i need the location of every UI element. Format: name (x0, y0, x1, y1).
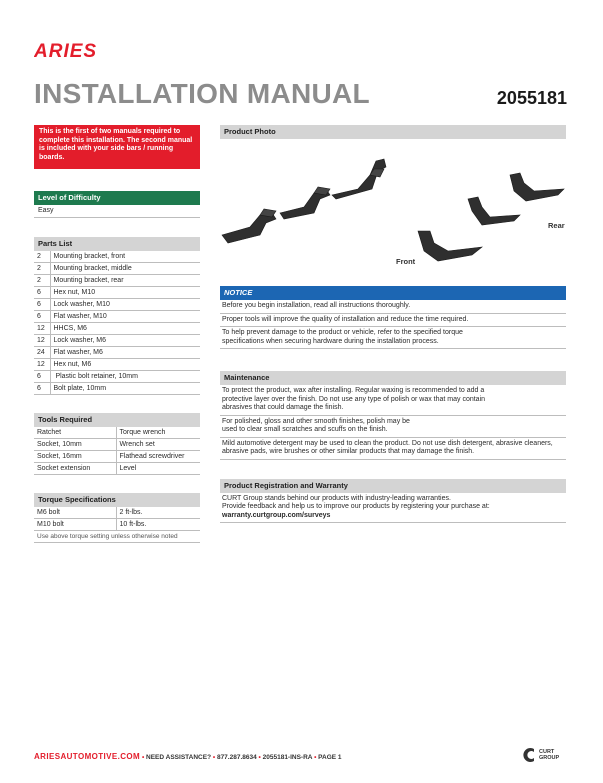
product-photo (220, 139, 566, 279)
table-row (34, 263, 200, 275)
maintenance-line: Mild automotive detergent may be used to clean the product. Do not use dish detergent, abrasive cleaners, abrasive pads, wire brushes or other similar products that may damage the finish. (220, 438, 566, 460)
footer-assist: NEED ASSISTANCE? (146, 754, 212, 761)
notice-line: Proper tools will improve the quality of installation and reduce the time required. (220, 314, 566, 328)
front-label: Front (396, 257, 416, 266)
registration-line: Provide feedback and help us to improve our products by registering your purchase at: (222, 503, 490, 510)
tool-item: Torque wrench (116, 427, 200, 439)
parts-item: Lock washer, M10 (50, 299, 200, 311)
registration-line: CURT Group stands behind our products with industry-leading warranties. (222, 494, 451, 502)
two-manuals-notice: This is the first of two manuals required to complete this installation. The second manual is included with your side bars / running boards. (34, 125, 200, 169)
parts-qty: 6 (34, 383, 50, 395)
parts-item: HHCS, M6 (50, 323, 200, 335)
tool-item: Socket extension (34, 463, 116, 475)
parts-item: Mounting bracket, middle (50, 263, 200, 275)
table-row (34, 359, 200, 371)
footer-page: PAGE 1 (318, 754, 342, 761)
footer-phone: 877.287.8634 (216, 754, 257, 761)
parts-item: Lock washer, M6 (50, 335, 200, 347)
svg-text:ARIES: ARIES (34, 42, 98, 60)
parts-qty: 12 (34, 359, 50, 371)
curt-logo-line1: CURT (539, 749, 555, 755)
table-row (34, 335, 200, 347)
parts-qty: 2 (34, 275, 50, 287)
curt-logo-line2: GROUP (539, 755, 560, 761)
registration-heading: Product Registration and Warranty (220, 479, 566, 493)
torque-bolt: M6 bolt (34, 507, 116, 519)
tool-item: Wrench set (116, 439, 200, 451)
table-row (34, 519, 200, 531)
parts-item: Mounting bracket, rear (50, 275, 200, 287)
parts-qty: 2 (34, 263, 50, 275)
maintenance-heading: Maintenance (220, 371, 566, 385)
curt-group-wordmark (539, 749, 559, 761)
table-row (34, 439, 200, 451)
parts-item: Flat washer, M6 (50, 347, 200, 359)
parts-qty: 6 (34, 287, 50, 299)
parts-item: Mounting bracket, front (50, 251, 200, 263)
footer-site-link[interactable]: ARIESAUTOMOTIVE.COM (34, 752, 141, 761)
parts-qty: 12 (34, 335, 50, 347)
table-row (34, 463, 200, 475)
table-row (34, 451, 200, 463)
parts-qty: 6 (34, 299, 50, 311)
torque-table (34, 507, 200, 531)
footer: ARIESAUTOMOTIVE.COM • NEED ASSISTANCE? • 877.287.8634 • 2055181-INS-RA • PAGE 1 (34, 752, 342, 761)
table-row (34, 299, 200, 311)
parts-list-heading: Parts List (34, 237, 200, 251)
difficulty-heading: Level of Difficulty (34, 191, 200, 205)
table-row (34, 507, 200, 519)
notice-line: Before you begin installation, read all instructions thoroughly. (220, 300, 566, 314)
tools-table (34, 427, 200, 475)
tool-item: Socket, 10mm (34, 439, 116, 451)
footer-doc-number: 2055181-INS-RA (262, 754, 313, 761)
right-column (220, 125, 566, 523)
tools-heading: Tools Required (34, 413, 200, 427)
table-row (34, 287, 200, 299)
parts-item: Hex nut, M6 (50, 359, 200, 371)
left-column (34, 125, 200, 543)
torque-note: Use above torque setting unless otherwise noted (34, 531, 200, 543)
parts-item: Flat washer, M10 (50, 311, 200, 323)
table-row (34, 347, 200, 359)
tool-item: Flathead screwdriver (116, 451, 200, 463)
torque-value: 10 ft-lbs. (116, 519, 200, 531)
torque-value: 2 ft-lbs. (116, 507, 200, 519)
parts-qty: 6 (34, 371, 50, 383)
torque-bolt: M10 bolt (34, 519, 116, 531)
parts-item: Plastic bolt retainer, 10mm (50, 371, 200, 383)
torque-heading: Torque Specifications (34, 493, 200, 507)
product-photo-heading: Product Photo (220, 125, 566, 139)
maintenance-line: To protect the product, wax after installing. Regular waxing is recommended to add a protective layer over the finish. Do not use any type of polish or wax that may contain abrasives that could damage the finish. (220, 385, 566, 416)
difficulty-value: Easy (34, 205, 200, 218)
table-row (34, 275, 200, 287)
notice-heading: NOTICE (220, 286, 566, 300)
table-row (34, 311, 200, 323)
table-row (34, 383, 200, 395)
table-row (34, 323, 200, 335)
table-row (34, 371, 200, 383)
parts-qty: 6 (34, 311, 50, 323)
part-number: 2055181 (496, 88, 567, 108)
maintenance-line: For polished, gloss and other smooth finishes, polish may be used to clear small scratches and scuffs on the finish. (220, 416, 566, 438)
tool-item: Socket, 16mm (34, 451, 116, 463)
parts-qty: 24 (34, 347, 50, 359)
tool-item: Level (116, 463, 200, 475)
table-row (34, 427, 200, 439)
parts-item: Hex nut, M10 (50, 287, 200, 299)
table-row (34, 251, 200, 263)
page-title: INSTALLATION MANUAL (34, 78, 370, 109)
parts-list-table (34, 251, 200, 395)
notice-line: To help prevent damage to the product or vehicle, refer to the specified torque specifications when securing hardware during the installation process. (220, 327, 566, 349)
parts-qty: 12 (34, 323, 50, 335)
tool-item: Ratchet (34, 427, 116, 439)
parts-item: Bolt plate, 10mm (50, 383, 200, 395)
registration-link[interactable]: warranty.curtgroup.com/surveys (220, 512, 566, 524)
rear-label: Rear (548, 221, 565, 230)
aries-logo (34, 42, 138, 60)
brackets-illustration (220, 139, 566, 279)
parts-qty: 2 (34, 251, 50, 263)
